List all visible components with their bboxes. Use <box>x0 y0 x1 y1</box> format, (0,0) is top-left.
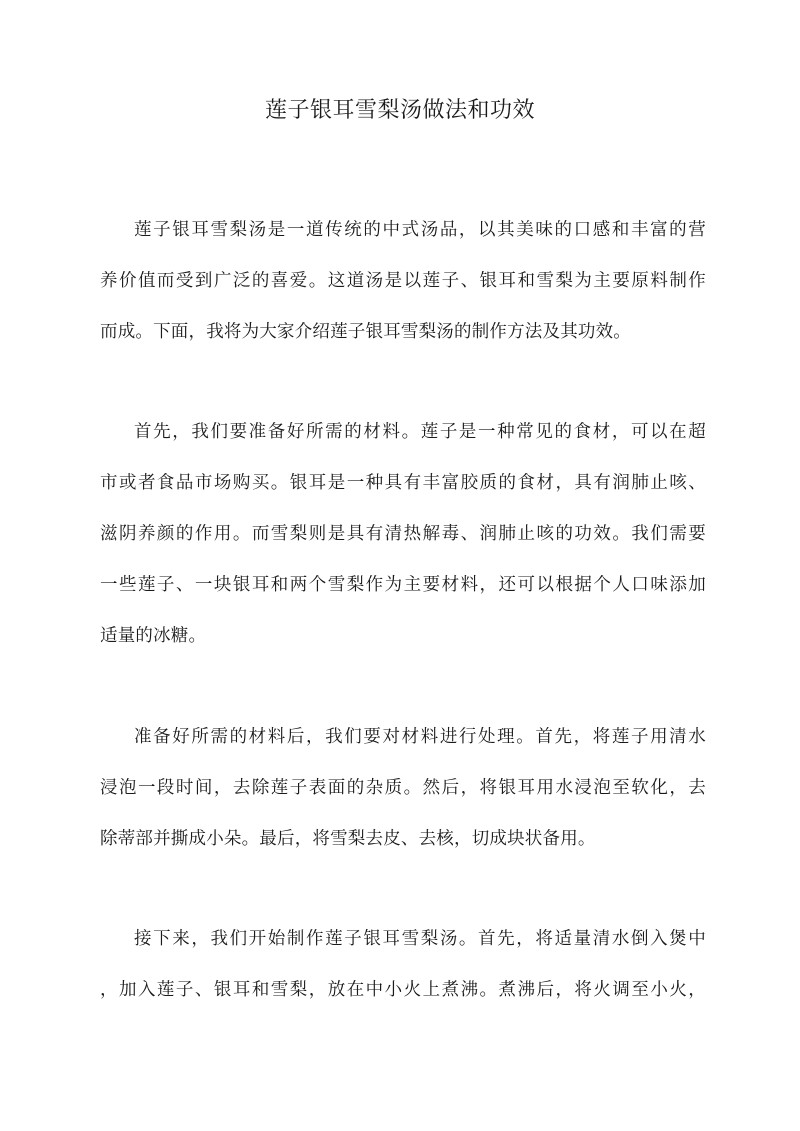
paragraph-materials <box>100 407 706 662</box>
document-title: 莲子银耳雪梨汤做法和功效 <box>264 98 535 123</box>
paragraph-line: 准备好所需的材料后，我们要对材料进行处理。首先，将莲子用清水 <box>134 727 706 747</box>
paragraph-intro <box>100 205 706 358</box>
paragraph-line: 适量的冰糖。 <box>100 626 207 646</box>
paragraph-line: 养价值而受到广泛的喜爱。这道汤是以莲子、银耳和雪梨为主要原料制作 <box>100 271 706 291</box>
paragraph-line: 市或者食品市场购买。银耳是一种具有丰富胶质的食材，具有润肺止咳、 <box>100 473 706 493</box>
paragraph-line: 除蒂部并撕成小朵。最后，将雪梨去皮、去核，切成块状备用。 <box>100 829 596 849</box>
paragraph-line: 滋阴养颜的作用。而雪梨则是具有清热解毒、润肺止咳的功效。我们需要 <box>100 524 706 544</box>
paragraph-preparation <box>100 712 706 865</box>
paragraph-line: 而成。下面，我将为大家介绍莲子银耳雪梨汤的制作方法及其功效。 <box>100 322 631 342</box>
paragraph-line: 浸泡一段时间，去除莲子表面的杂质。然后，将银耳用水浸泡至软化，去 <box>100 778 706 798</box>
paragraph-line: 一些莲子、一块银耳和两个雪梨作为主要材料，还可以根据个人口味添加 <box>100 575 706 595</box>
paragraph-line: 首先，我们要准备好所需的材料。莲子是一种常见的食材，可以在超 <box>134 422 706 442</box>
paragraph-line: 莲子银耳雪梨汤是一道传统的中式汤品，以其美味的口感和丰富的营 <box>134 220 706 240</box>
paragraph-cooking <box>100 914 706 1016</box>
paragraph-line: ，加入莲子、银耳和雪梨，放在中小火上煮沸。煮沸后，将火调至小火， <box>100 980 706 1000</box>
paragraph-line: 接下来，我们开始制作莲子银耳雪梨汤。首先，将适量清水倒入煲中 <box>134 929 706 949</box>
